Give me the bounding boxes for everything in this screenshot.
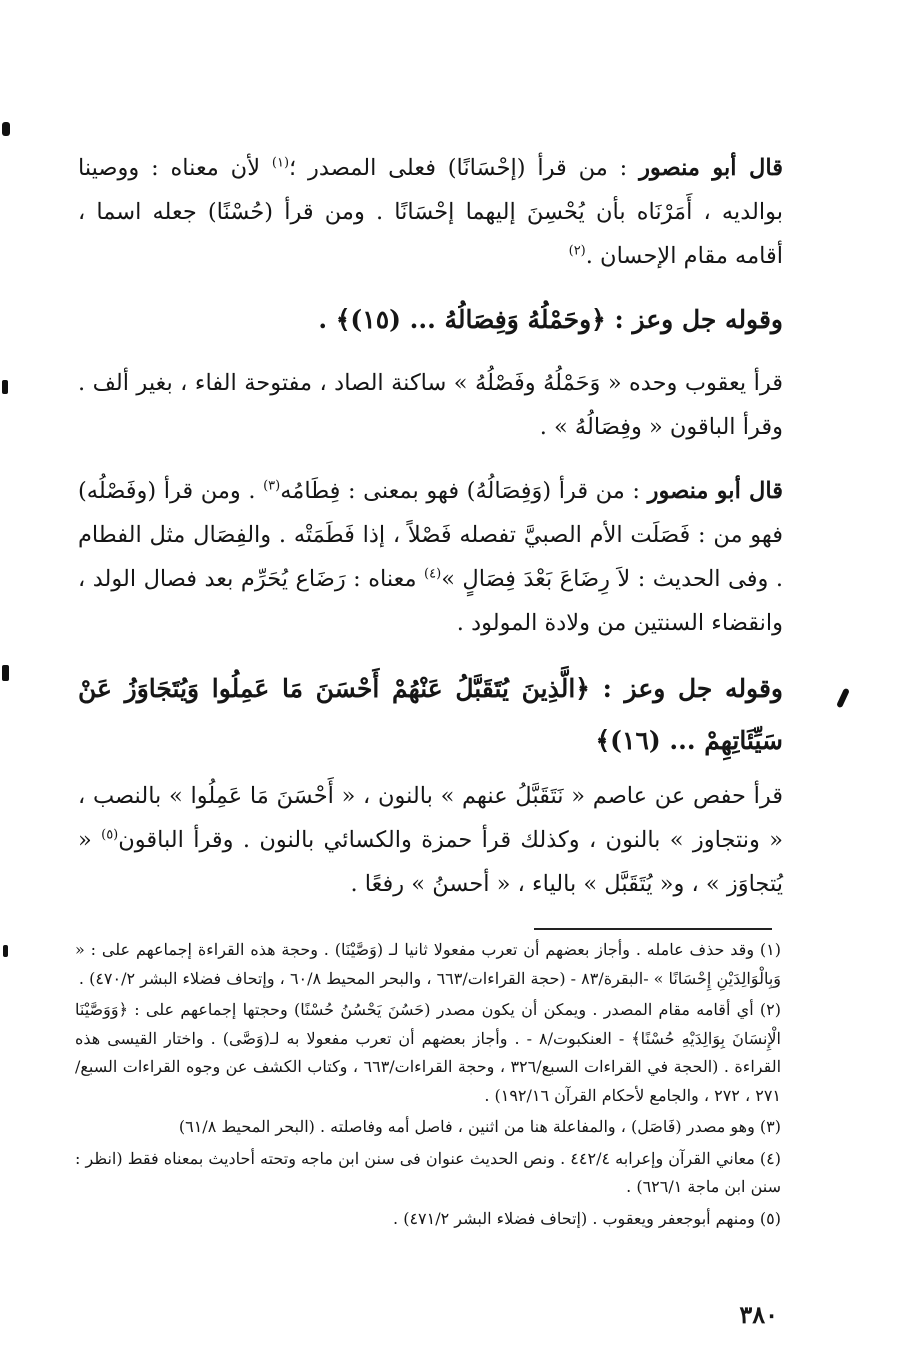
footnote-ref: (٣): [263, 478, 281, 494]
paragraph-text: . ومن قرأ (وفَصْلُه) فهو من : فَصَلَت الأم الصبيَّ تفصله فَصْلاً ، إذا فَطَمَتْه . والفِصَال مثل الفطام . وفى الحديث : لاَ رِضَاعَ بَعْدَ فِصَالٍ »: [78, 478, 784, 592]
paragraph-text: قرأ يعقوب وحده « وَحَمْلُهُ وفَصْلُهُ » ساكنة الصاد ، مفتوحة الفاء ، بغير ألف . وقرأ الباقون « وفِصَالُهُ » .: [78, 370, 783, 440]
paragraph-text: « يُتجاوَز » ، و« يُتَقَبَّل » بالياء ، « أحسنُ » رفعًا .: [78, 827, 783, 897]
footnote: (١) وقد حذف عامله . وأجاز بعضهم أن تعرب مفعولا ثانيا لـ (وَصَّيْنَا) . وحجة هذه القراءة إجماعهم على : « وَبِالْوَالِدَيْنِ إِحْسَانًا » -البقرة/٨٣ - (حجة القراءات/٦٦٣ ، والبحر المحيط ٦٠/٨ ، وإتحاف فضلاء البشر ٤٧٠/٢) .: [75, 940, 782, 988]
footnote-ref: (١): [271, 155, 290, 171]
paragraph-abu-mansur-1: [78, 146, 783, 278]
verse-heading-15: [78, 296, 783, 344]
footnote: (٥) ومنهم أبوجعفر ويعقوب . (إتحاف فضلاء البشر ٤٧١/٢) .: [393, 1208, 781, 1228]
margin-mark: [2, 380, 8, 394]
page-number: ٣٨٠: [739, 1300, 778, 1329]
paragraph-lead: قال أبو منصور: [647, 478, 784, 504]
margin-mark: [3, 945, 8, 957]
paragraph-readings-2: [78, 774, 783, 906]
footnote: (٢) أي أقامه مقام المصدر . ويمكن أن يكون مصدر (حَسُنَ يَحْسُنُ حُسْنًا) وحجتها إجماعهم على : ﴿وَوَصَّيْنَا الْإِنسَانَ بِوَالِدَيْهِ حُسْنًا﴾ - العنكبوت/٨ - . وأجاز بعضهم أن تعرب مفعولا به لـ(وَصَّى) . واختار القيسى هذه القراءة . (الحجة في القراءات السبع/٣٢٦ ، وحجة القراءات/٦٦٣ ، وكتاب الكشف عن وجوه القراءات السبع/٢٧١ ، ٢٧٢ ، والجامع لأحكام القرآن ١٩٢/١٦) .: [75, 1000, 782, 1105]
paragraph-abu-mansur-2: [78, 469, 783, 645]
footnote: (٤) معاني القرآن وإعرابه ٤٤٢/٤ . ونص الحديث عنوان فى سنن ابن ماجه وتحته أحاديث بمعناه فقط (انظر : سنن ابن ماجة ٦٢٦/١) .: [75, 1148, 782, 1196]
paragraph-text: : من قرأ (إحْسَانًا) فعلى المصدر ؛: [289, 155, 628, 181]
footnote-separator: [534, 928, 772, 930]
footnote-ref: (٤): [424, 566, 442, 582]
paragraph-text: معناه : رَضَاع يُحَرِّم بعد فصال الولد ، وانقضاء السنتين من ولادة المولود .: [78, 566, 783, 636]
verse-text: وقوله جل وعز : ﴿الَّذِينَ يُتَقَبَّلُ عَنْهُمْ أَحْسَنَ مَا عَمِلُوا وَيُتَجَاوَزُ عَنْ سَيِّئَاتِهِمْ ... (١٦)﴾: [78, 674, 783, 755]
pen-mark: [836, 688, 850, 709]
paragraph-text: : من قرأ (وَفِصَالُهُ) فهو بمعنى : فِطَامُه: [280, 478, 641, 504]
footnote: (٣) وهو مصدر (فَاصَل) ، والمفاعلة هنا من اثنين ، فاصل أمه وفاصلته . (البحر المحيط ٦١/٨): [178, 1117, 781, 1136]
footnotes: [75, 936, 781, 1233]
footnote-ref: (٢): [568, 243, 586, 259]
paragraph-text: قرأ حفص عن عاصم « نَتَقَبَّلُ عنهم » بالنون ، « أَحْسَنَ مَا عَمِلُوا » بالنصب ، « ونتجاوز » بالنون ، وكذلك قرأ حمزة والكسائي بالنون . وقرأ الباقون: [78, 783, 783, 853]
margin-mark: [2, 122, 10, 136]
paragraph-lead: قال أبو منصور: [639, 155, 784, 181]
paragraph-text: لأن معناه : ووصينا بوالديه ، أَمَرْنَاه بأن يُحْسِنَ إليهما إحْسَانًا . ومن قرأ (حُسْنًا) جعله اسما ، أقامه مقام الإحسان .: [78, 155, 783, 269]
verse-text: وقوله جل وعز : ﴿وحَمْلُهُ وَفِصَالُهُ ... (١٥)﴾ .: [318, 305, 783, 334]
verse-heading-16: [78, 663, 783, 767]
footnote-ref: (٥): [101, 827, 119, 843]
paragraph-readings-1: [78, 361, 783, 449]
margin-mark: [2, 665, 9, 681]
